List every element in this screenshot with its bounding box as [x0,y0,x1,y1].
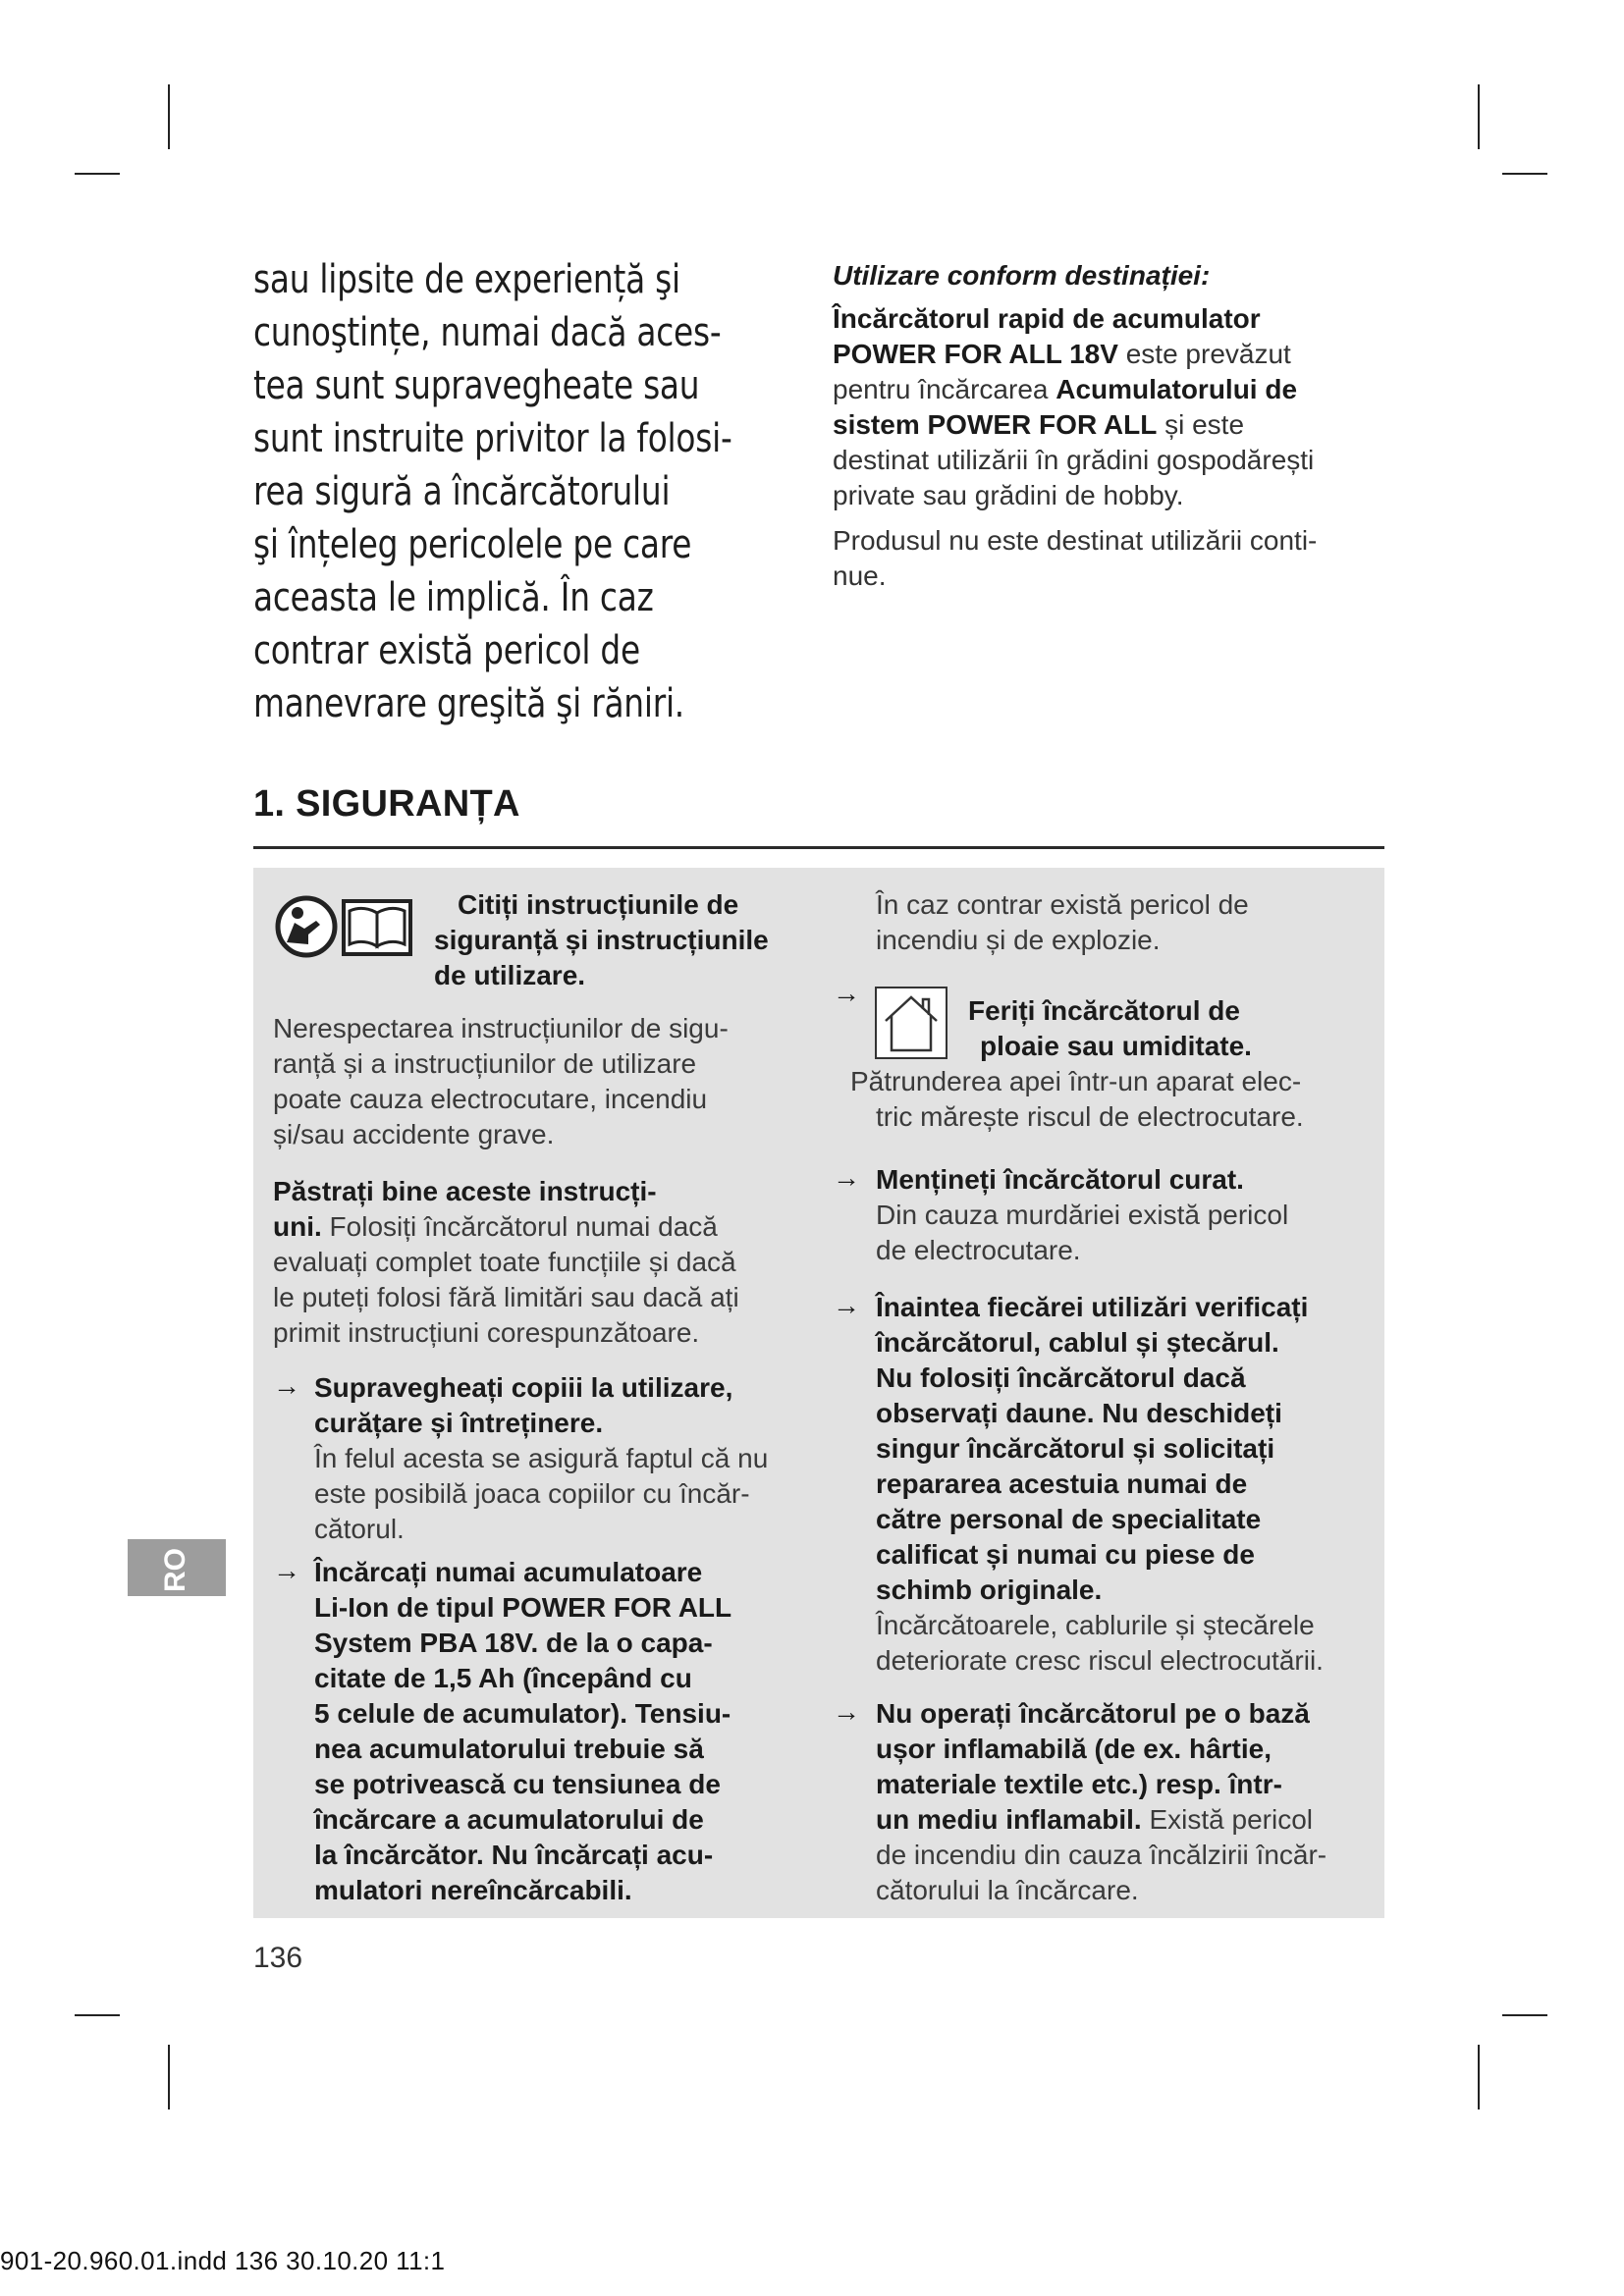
crop-mark-bottom-right-h [1502,2014,1547,2016]
section-title: 1. SIGURANȚA [253,783,520,825]
intended-use-text: private sau grădini de hobby. [833,480,1184,510]
arrow-icon: → [833,1162,860,1193]
intro-line: şi înțeleg pericolele pe care [253,522,692,567]
arrow-icon: → [833,1696,860,1727]
page-number: 136 [253,1942,303,1974]
intended-use-bold: sistem POWER FOR ALL [833,409,1158,440]
crop-mark-top-left-v [168,84,170,149]
crop-mark-top-left-h [75,173,120,175]
continuous-use-text: nue. [833,561,887,591]
intended-use-bold: Acumulatorului de [1056,374,1298,404]
intended-use-text: și este [1157,409,1245,440]
intended-use-bold: Încărcătorul rapid de acumulator [833,303,1261,334]
house-icon [874,986,948,1060]
keep-clean-item: Mențineți încărcătorul curat. Din cauza murdăriei există pericol de electrocutare. [876,1164,1289,1265]
intro-line: sau lipsite de experiență şi [253,257,680,302]
intro-line: sunt instruite privitor la folosi- [253,416,732,461]
continuous-use-text: Produsul nu este destinat utilizării conti- [833,525,1318,556]
arrow-icon: → [833,978,860,1008]
check-before-use-item: Înaintea fiecărei utilizări verificați încărcătorul, cablul și ștecărul. Nu folosiți încărcătorul dacă observați daune. Nu deschideți singur încărcătorul și solicitați repararea acestuia numai de către personal de specialitate calificat și numai cu piese de schimb originale. Încărcătoarele, cablurile și ștecărele deteriorate cresc riscul electrocutării. [876,1292,1324,1676]
crop-mark-bottom-left-h [75,2014,120,2016]
intended-use-paragraph [833,301,1363,513]
arrow-icon: → [273,1370,300,1401]
keep-instructions-paragraph: Păstrați bine aceste instrucți- uni. Folosiți încărcătorul numai dacă evaluați complet toate funcțiile și dacă le puteți folosi fără limitări sau dacă ați primit instrucțiuni corespunzătoare. [273,1176,739,1348]
intended-use-bold: POWER FOR ALL 18V [833,339,1118,369]
supervise-children-item: Supravegheați copiii la utilizare, curățare și întreținere. În felul acesta se asigură faptul că nu este posibilă joaca copiilor cu încăr- cătorul. [314,1372,769,1544]
fire-explosion-warning: În caz contrar există pericol de incendiu și de explozie. [876,889,1249,955]
crop-mark-bottom-right-v [1478,2045,1480,2109]
intended-use-title: Utilizare conform destinației: [833,260,1211,291]
intro-line: tea sunt supravegheate sau [253,363,700,408]
indoor-use-icon-wrapper [874,986,948,1065]
rain-text: Pătrunderea apei într-un aparat elec- tric mărește riscul de electrocutare. [850,1066,1304,1132]
read-instructions-icons [273,893,416,965]
language-tab [128,1539,226,1596]
read-manual-icon [273,893,416,960]
continuous-use-paragraph [833,523,1363,594]
charge-only-item: Încărcați numai acumulatoare Li-Ion de tipul POWER FOR ALL System PBA 18V. de la o capa- citate de 1,5 Ah (începând cu 5 celule de acumulator). Tensiu- nea acumulatorului trebuie să se potrivească cu tensiunea de încărcare a acumulatorului de la încărcător. Nu încărcați acu- mulatori nereîncărcabili. [314,1557,732,1905]
keep-instructions-bold: uni. [273,1211,322,1242]
crop-mark-top-right-h [1502,173,1547,175]
rain-title: Feriți încărcătorul de ploaie sau umiditate. [968,995,1252,1061]
arrow-icon: → [833,1290,860,1320]
crop-mark-bottom-left-v [168,2045,170,2109]
intro-line: rea sigură a încărcătorului [253,469,671,514]
flammable-base-item: Nu operați încărcătorul pe o bază ușor inflamabilă (de ex. hârtie, materiale textile etc.) resp. într- un mediu inflamabil. Există pericol de incendiu din cauza încălzirii încăr- cătorului la încărcare. [876,1698,1327,1905]
keep-instructions-bold: Păstrați bine aceste instrucți- [273,1176,657,1206]
intro-line: contrar există pericol de [253,628,640,673]
intended-use-text: pentru încărcarea [833,374,1056,404]
crop-mark-top-right-v [1478,84,1480,149]
intended-use-block [833,258,1363,604]
section-rule [253,846,1384,849]
intended-use-text: este prevăzut [1117,339,1291,369]
intro-line: manevrare greşită şi răniri. [253,681,684,726]
intro-line: aceasta le implică. În caz [253,575,654,620]
read-instructions-title: Citiți instrucțiunile de siguranță și instrucțiunile de utilizare. [434,889,769,990]
intended-use-text: destinat utilizării în grădini gospodărești [833,445,1315,475]
intro-line: cunoştințe, numai dacă aces- [253,310,722,355]
language-tab-label: RO [159,1548,191,1592]
non-compliance-warning: Nerespectarea instrucțiunilor de sigu- ranță și a instrucțiunilor de utilizare poate cauza electrocutare, incendiu și/sau accidente grave. [273,1013,729,1149]
arrow-icon: → [273,1555,300,1585]
print-slug: 901-20.960.01.indd 136 30.10.20 11:1 [0,2246,446,2275]
intro-paragraph [253,253,817,730]
